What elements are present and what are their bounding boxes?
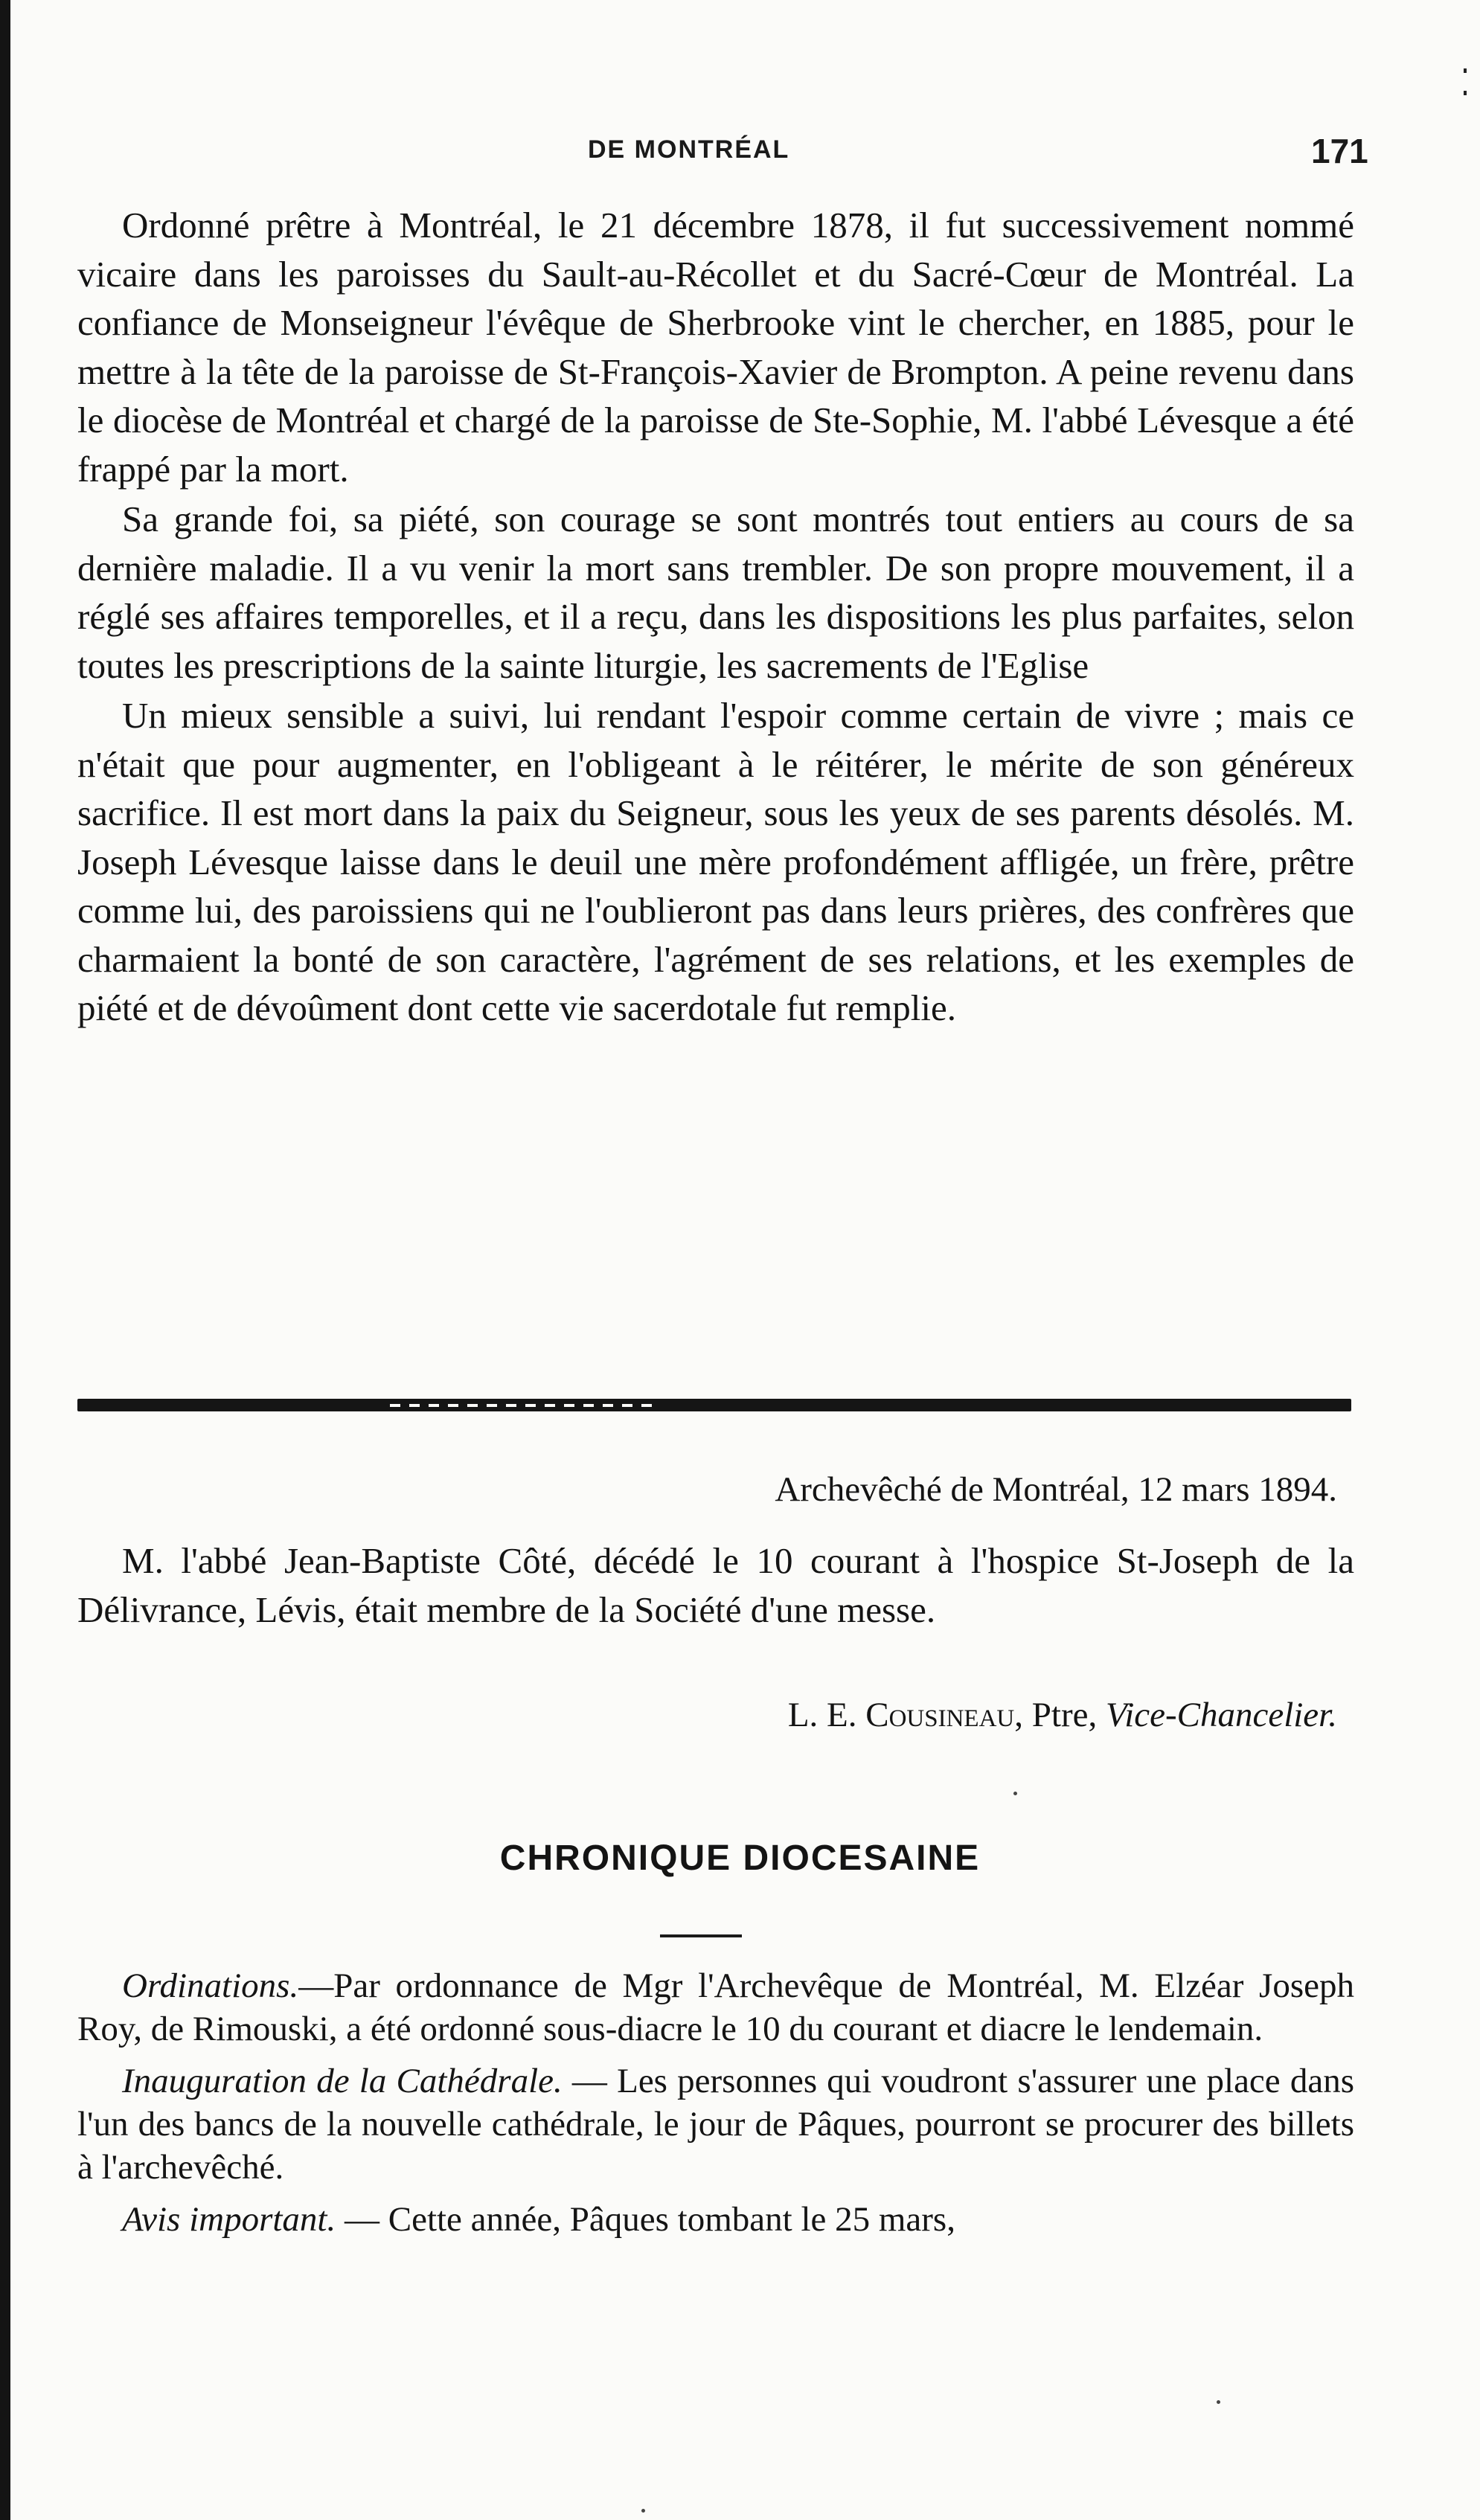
section-divider-rule (77, 1399, 1351, 1411)
print-speck (1217, 2400, 1220, 2404)
obituary-text (77, 201, 1354, 1033)
print-speck (641, 2509, 645, 2513)
chronique-item-lead: Inauguration de la Cathédrale. (122, 2062, 563, 2100)
obituary-paragraph: Un mieux sensible a suivi, lui rendant l'espoir comme certain de vivre ; mais ce n'était que pour augmenter, en l'obligeant à le réitérer, le mérite de son généreux sacrifice. Il est mort dans la paix du Seigneur, sous les yeux de ses parents désolés. M. Joseph Lévesque laisse dans le deuil une mère profondément affligée, un frère, prêtre comme lui, des paroissiens qui ne l'oublieront pas dans leurs prières, des confrères que charmaient la bonté de son caractère, l'agrément de ses relations, et les exemples de piété et de dévoûment dont cette vie sacerdotale fut remplie. (77, 695, 1354, 1028)
chronique-item-text: — Cette année, Pâques tombant le 25 mars, (336, 2200, 955, 2239)
chronique-item-text: —Par ordonnance de Mgr l'Archevêque de Montréal, M. Elzéar Joseph Roy, de Rimouski, a été ordonné sous-diacre le 10 du courant et diacre le lendemain. (77, 1966, 1354, 2048)
margin-mark (1464, 68, 1467, 95)
notice-paragraph: M. l'abbé Jean-Baptiste Côté, décédé le 10 courant à l'hospice St-Joseph de la Délivrance, Lévis, était membre de la Société d'une messe. (77, 1540, 1354, 1630)
chronique-item (77, 2059, 1354, 2189)
signature-title: Vice-Chancelier. (1105, 1696, 1337, 1734)
obituary-paragraph: Sa grande foi, sa piété, son courage se sont montrés tout entiers au cours de sa dernière maladie. Il a vu venir la mort sans trembler. De son propre mouvement, il a réglé ses affaires temporelles, et il a reçu, dans les dispositions les plus parfaites, selon toutes les prescriptions de la sainte liturgie, les sacrements de l'Eglise (77, 498, 1354, 686)
notice-signature (788, 1693, 1337, 1737)
signature-separator: , Ptre, (1014, 1696, 1106, 1734)
chronique-item (77, 2198, 1354, 2241)
title-underline-rule (660, 1934, 742, 1937)
chronique-item-lead: Ordinations. (122, 1966, 299, 2005)
running-head: DE MONTRÉAL (588, 135, 790, 164)
chronique-item (77, 1964, 1354, 2051)
chronique-text (77, 1964, 1354, 2241)
notice-dateline: Archevêché de Montréal, 12 mars 1894. (775, 1470, 1337, 1509)
page-number: 171 (1311, 132, 1368, 170)
chronique-item-lead: Avis important. (122, 2200, 336, 2239)
print-speck (1013, 1792, 1017, 1795)
obituary-paragraph: Ordonné prêtre à Montréal, le 21 décembre 1878, il fut successivement nommé vicaire dans les paroisses du Sault-au-Récollet et du Sacré-Cœur de Montréal. La confiance de Monseigneur l'évêque de Sherbrooke vint le chercher, en 1885, pour le mettre à la tête de la paroisse de St-François-Xavier de Brompton. A peine revenu dans le diocèse de Montréal et chargé de la paroisse de Ste-Sophie, M. l'abbé Lévesque a été frappé par la mort. (77, 205, 1354, 490)
page-edge-shadow (0, 0, 10, 2520)
signature-name: L. E. Cousineau (787, 1696, 1015, 1734)
chronique-item-text: — Les personnes qui voudront s'assurer une place dans l'un des bancs de la nouvelle cathédrale, le jour de Pâques, pourront se procurer des billets à l'archevêché. (77, 2062, 1354, 2187)
section-title: CHRONIQUE DIOCESAINE (499, 1838, 981, 1878)
notice-text (77, 1536, 1354, 1634)
